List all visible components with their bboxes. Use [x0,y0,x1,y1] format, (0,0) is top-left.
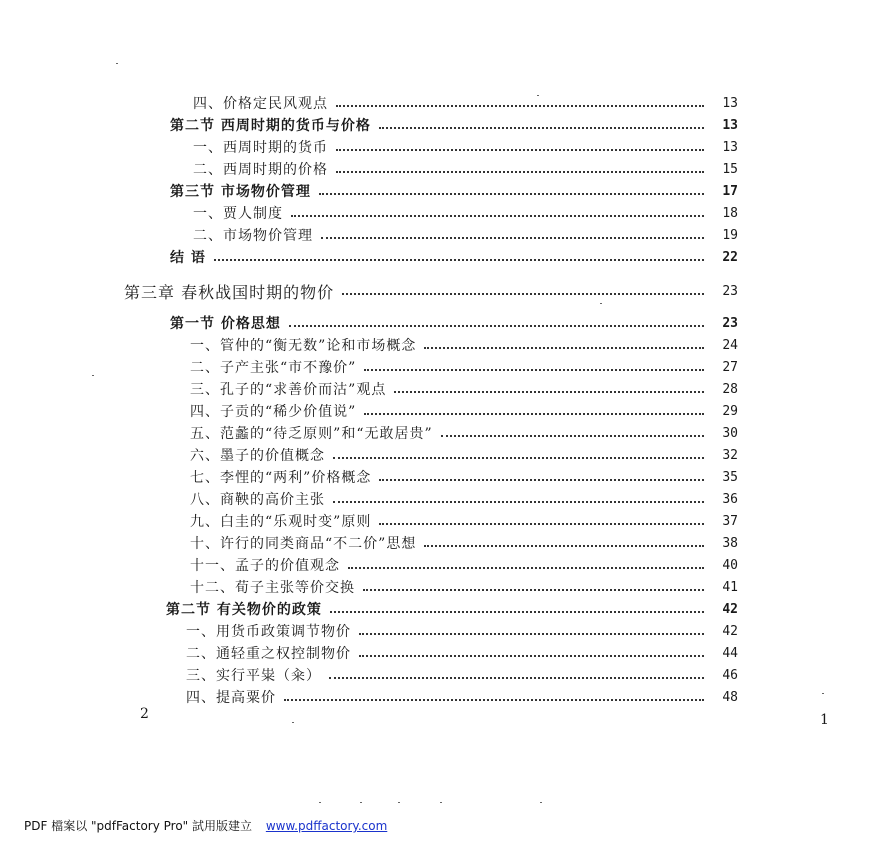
dot-leader [364,369,704,371]
toc-entry-page: 32 [722,447,738,463]
toc-entry [193,158,738,180]
toc-entry-label: 三、实行平粜（籴） [186,668,321,684]
toc-entry-label: 二、通轻重之权控制物价 [186,646,351,662]
footer-link[interactable]: www.pdffactory.com [265,819,388,833]
dot-leader [291,215,704,217]
toc-entry-label: 一、西周时期的货币 [193,140,328,156]
toc-section [170,180,738,202]
dot-leader [336,105,704,107]
toc-entry-page: 29 [722,403,738,419]
toc-entry-page: 28 [722,381,738,397]
dot-leader [333,501,704,503]
toc-entry-page: 22 [722,249,738,265]
toc-entry-label: 一、管仲的“衡无数”论和市场概念 [190,338,417,354]
page-number-left: 2 [140,706,149,722]
toc-entry-page: 38 [722,535,738,551]
toc-entry-page: 13 [722,117,738,133]
page-number-right: 1 [820,712,829,728]
dot-leader [329,677,704,679]
toc-entry-page: 17 [722,183,738,199]
toc-entry-label: 二、市场物价管理 [193,228,313,244]
dot-leader [348,567,704,569]
dot-leader [424,545,704,547]
toc-entry-label: 四、提高粟价 [186,690,276,706]
dot-leader [336,149,704,151]
toc-entry-label: 四、子贡的“稀少价值说” [190,404,357,420]
toc-entry-label: 七、李悝的“两利”价格概念 [190,470,372,486]
toc-entry-label: 八、商鞅的高价主张 [190,492,325,508]
toc-entry-label: 五、范蠡的“待乏原则”和“无敢居贵” [190,426,433,442]
scan-speck [540,802,542,803]
toc-entry-page: 42 [722,623,738,639]
toc-entry-page: 23 [722,283,738,299]
dot-leader [379,523,704,525]
toc-entry-label: 九、白圭的“乐观时变”原则 [190,514,372,530]
scan-speck [398,802,400,803]
toc-entry [190,488,738,510]
toc-section [170,114,738,136]
toc-entry-label: 十、许行的同类商品“不二价”思想 [190,536,417,552]
toc-entry [190,510,738,532]
toc-entry-page: 18 [722,205,738,221]
toc-entry-label: 十二、荀子主张等价交换 [190,580,355,596]
toc-entry [190,554,738,576]
toc-entry-page: 24 [722,337,738,353]
toc-entry-page: 41 [722,579,738,595]
scan-speck [537,95,539,96]
toc-section [166,598,738,620]
toc-entry [190,532,738,554]
toc-entry-label: 六、墨子的价值概念 [190,448,325,464]
footer-text: PDF 檔案以 "pdfFactory Pro" 試用版建立 [24,819,253,833]
toc-entry-page: 35 [722,469,738,485]
toc-entry [186,642,738,664]
toc-section [170,246,738,268]
scan-speck [360,802,362,803]
dot-leader [363,589,704,591]
toc-entry-label: 第一节 价格思想 [170,316,281,332]
dot-leader [319,193,704,195]
dot-leader [379,479,704,481]
dot-leader [336,171,704,173]
toc-entry [190,356,738,378]
scan-speck [600,303,602,304]
toc-entry-label: 二、西周时期的价格 [193,162,328,178]
dot-leader [330,611,704,613]
toc-entry-page: 36 [722,491,738,507]
toc-entry-page: 37 [722,513,738,529]
toc-entry [193,92,738,114]
dot-leader [379,127,704,129]
toc-entry-page: 44 [722,645,738,661]
toc-entry [186,686,738,708]
toc-entry [190,422,738,444]
toc-entry-label: 四、价格定民风观点 [193,96,328,112]
toc-entry-page: 27 [722,359,738,375]
dot-leader [333,457,704,459]
toc-entry [186,664,738,686]
toc-chapter [124,280,738,302]
dot-leader [342,293,704,295]
dot-leader [359,633,704,635]
toc-entry [190,444,738,466]
toc-entry [190,466,738,488]
dot-leader [364,413,704,415]
toc-entry [193,202,738,224]
toc-entry [190,334,738,356]
toc-entry-page: 15 [722,161,738,177]
scan-speck [822,693,824,694]
dot-leader [394,391,704,393]
pdf-watermark-footer [24,817,387,834]
toc-entry-page: 48 [722,689,738,705]
dot-leader [321,237,704,239]
dot-leader [441,435,704,437]
toc-entry-page: 30 [722,425,738,441]
scan-speck [92,375,94,376]
toc-entry-page: 42 [722,601,738,617]
toc-entry-label: 第三节 市场物价管理 [170,184,311,200]
scan-speck [440,802,442,803]
dot-leader [289,325,704,327]
toc-entry-label: 三、孔子的“求善价而沽”观点 [190,382,387,398]
toc-entry-label: 十一、孟子的价值观念 [190,558,340,574]
dot-leader [214,259,704,261]
dot-leader [359,655,704,657]
toc-entry-page: 19 [722,227,738,243]
toc-entry-label: 第二节 西周时期的货币与价格 [170,118,371,134]
dot-leader [424,347,704,349]
scan-speck [292,722,294,723]
toc-entry [190,378,738,400]
toc-entry-page: 13 [722,139,738,155]
toc-section [170,312,738,334]
toc-entry [193,224,738,246]
toc-entry [186,620,738,642]
toc-entry-label: 一、用货币政策调节物价 [186,624,351,640]
scan-speck [116,63,118,64]
toc-entry [193,136,738,158]
toc-entry-page: 13 [722,95,738,111]
toc-entry-label: 第三章 春秋战国时期的物价 [124,282,335,302]
scan-speck [319,802,321,803]
toc-entry [190,400,738,422]
toc-entry-label: 二、子产主张“市不豫价” [190,360,357,376]
toc-entry-page: 23 [722,315,738,331]
dot-leader [284,699,704,701]
toc-entry-page: 40 [722,557,738,573]
toc-entry-page: 46 [722,667,738,683]
toc-entry [190,576,738,598]
toc-entry-label: 结 语 [170,250,206,266]
toc-entry-label: 一、贾人制度 [193,206,283,222]
toc-entry-label: 第二节 有关物价的政策 [166,602,322,618]
